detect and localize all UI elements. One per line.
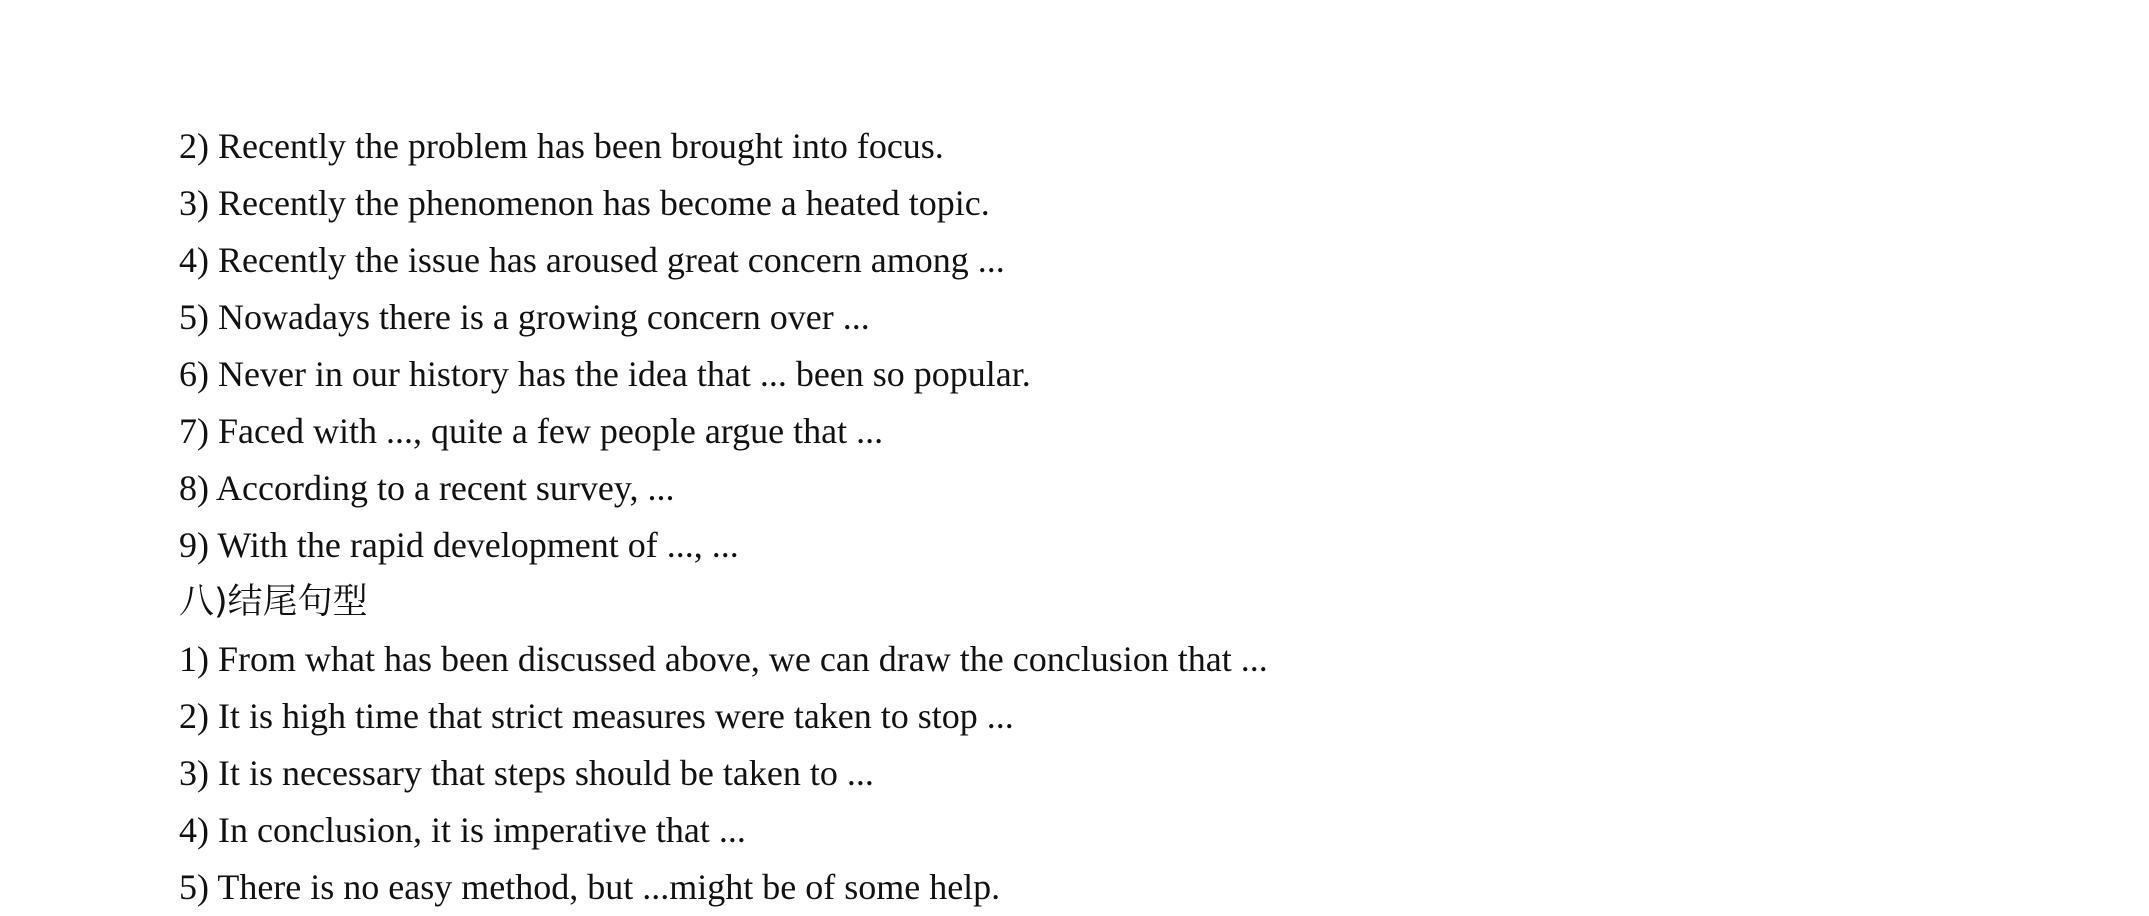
intro-line-9: 9) With the rapid development of ..., ... <box>179 525 739 565</box>
intro-line-7: 7) Faced with ..., quite a few people argue that ... <box>179 411 884 451</box>
intro-line-4: 4) Recently the issue has aroused great concern among ... <box>179 240 1005 280</box>
intro-line-6: 6) Never in our history has the idea that ... been so popular. <box>179 354 1031 394</box>
conclusion-line-5: 5) There is no easy method, but ...might be of some help. <box>179 867 1001 907</box>
conclusion-line-2: 2) It is high time that strict measures were taken to stop ... <box>179 696 1014 736</box>
section-heading: 八)结尾句型 <box>179 582 368 622</box>
document-body <box>179 118 2079 916</box>
conclusion-line-3: 3) It is necessary that steps should be taken to ... <box>179 753 874 793</box>
intro-line-2: 2) Recently the problem has been brought into focus. <box>179 126 944 166</box>
intro-line-5: 5) Nowadays there is a growing concern over ... <box>179 297 870 337</box>
intro-line-3: 3) Recently the phenomenon has become a heated topic. <box>179 183 990 223</box>
conclusion-line-1: 1) From what has been discussed above, we can draw the conclusion that ... <box>179 639 1268 679</box>
conclusion-line-4: 4) In conclusion, it is imperative that ... <box>179 810 746 850</box>
intro-line-8: 8) According to a recent survey, ... <box>179 468 675 508</box>
